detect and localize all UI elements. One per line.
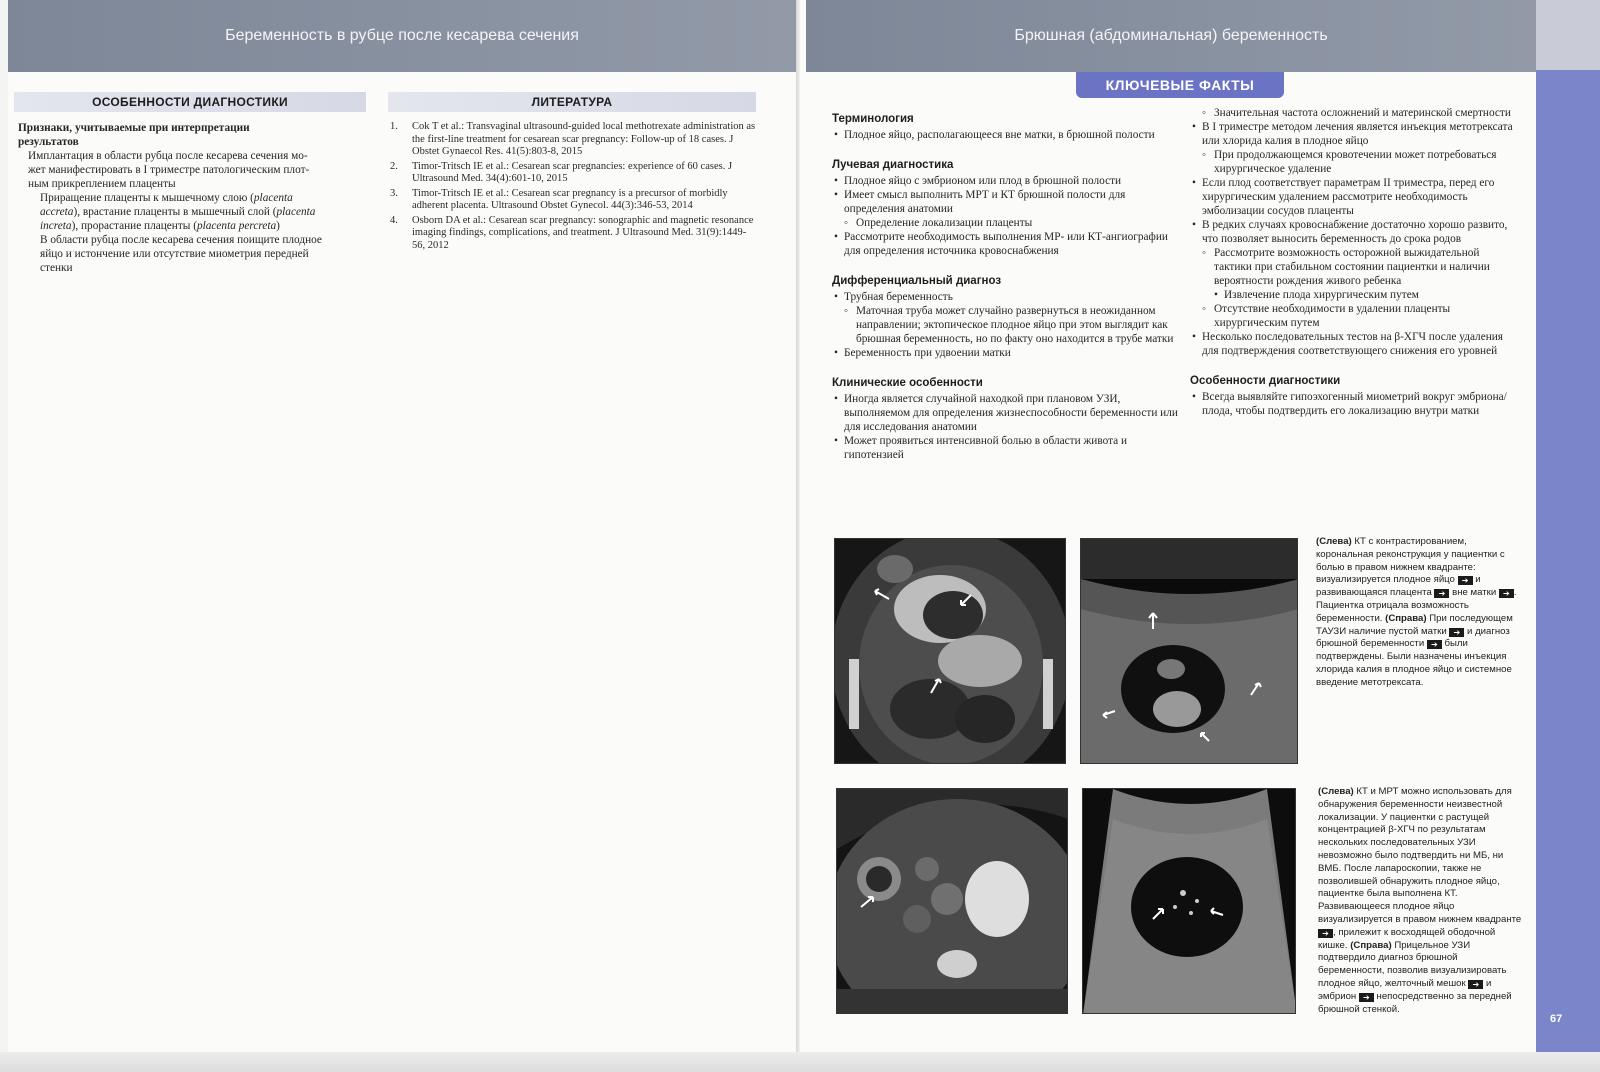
page-bottom-edge: [0, 1052, 1600, 1072]
diag-features-item: • Всегда выявляйте гипоэхогенный миометрий вокруг эмбриона/плода, чтобы подтвердить его локализацию внутри матки: [1190, 390, 1520, 418]
terminology-block: [832, 112, 1180, 142]
diag-heading-1: Признаки, учитываемые при интерпретации: [18, 122, 250, 134]
caption1-text: и развивающаяся плацента: [1316, 574, 1481, 599]
diagnostics-text: [14, 121, 374, 275]
diag-p2-l2c: placenta: [276, 206, 316, 218]
diag-p2-l3c: placenta percreta: [196, 220, 277, 232]
diag-p2-l2b: ), врастание плаценты в мышечный слой (: [73, 206, 277, 218]
caption1-text: КТ с контрастированием, корональная реконструкция у пациентки с болью в правом нижнем квадранте: визуализируется плодное яйцо: [1316, 536, 1505, 586]
differential-subitem: ◦ Маточная труба может случайно развернуться в неожиданном направлении; эктопическое плодное яйцо при этом выглядит как брюшная беременность, но по факту оно находится в трубе матки: [832, 304, 1180, 346]
transabdominal-ultrasound-image: [1080, 538, 1298, 764]
imaging-block: [832, 158, 1180, 258]
arrow-icon: ➔: [1499, 589, 1514, 598]
key-facts-tab: КЛЮЧЕВЫЕ ФАКТЫ: [1076, 72, 1284, 98]
treatment-subitem: ◦ При продолжающемся кровотечении может потребоваться хирургическое удаление: [1190, 148, 1520, 176]
treatment-item: • Если плод соответствует параметрам II триместра, перед его хирургическим удалением рассмотрите необходимость эмболизации сосудов плаценты: [1190, 176, 1520, 218]
diag-features-block: [1190, 374, 1520, 418]
ref-text: Timor-Tritsch IE et al.: Cesarean scar pregnancies: experience of 60 cases. J Ultrasound Med. 34(4):601-10, 2015: [412, 160, 733, 184]
caption2-text: Прицельное УЗИ подтвердило диагноз брюшной беременности, позволив визуализировать плодное яйцо, желточный мешок: [1318, 939, 1507, 989]
diag-p2-l1a: Приращение плаценты к мышечному слою (: [40, 192, 254, 204]
diag-p2-l1b: placenta: [253, 192, 293, 204]
diag-p2-l3d: ): [276, 220, 280, 232]
differential-item: • Трубная беременность: [832, 290, 1180, 304]
literature-ref-4: [390, 215, 756, 253]
caption2-left-label: (Слева): [1318, 786, 1354, 797]
caption2-right-label: (Справа): [1350, 939, 1392, 951]
ct-coronal-image: [834, 538, 1066, 764]
right-page-header: Брюшная (абдоминальная) беременность: [806, 0, 1536, 72]
imaging-item: • Имеет смысл выполнить МРТ и КТ брюшной полости для определения анатомии: [832, 188, 1180, 216]
caption1-left-label: (Слева): [1316, 536, 1352, 547]
differential-title: Дифференциальный диагноз: [832, 275, 1002, 287]
arrow-icon: ➔: [1449, 628, 1464, 637]
arrow-icon: ➔: [1468, 980, 1483, 989]
right-page-edge: [1536, 0, 1600, 1072]
terminology-item: • Плодное яйцо, располагающееся вне матки, в брюшной полости: [832, 128, 1180, 142]
literature-ref-1: [390, 121, 756, 159]
caption1-text: были подтверждены. Были назначены инъекция хлорида калия в плодное яйцо и системное введение метотрексата.: [1316, 638, 1512, 688]
imaging-item: • Плодное яйцо с эмбрионом или плод в брюшной полости: [832, 174, 1180, 188]
imaging-item: • Рассмотрите необходимость выполнения МР- или КТ-ангиографии для определения источника кровоснабжения: [832, 230, 1180, 258]
literature-ref-3: [390, 188, 756, 213]
caption2-text: и эмбрион: [1318, 977, 1492, 1002]
clinical-item: • Может проявиться интенсивной болью в области живота и гипотензией: [832, 434, 1180, 462]
ref-number: 1.: [390, 121, 398, 132]
diag-p2-l1: [14, 191, 374, 205]
page-number: 67: [1550, 1013, 1563, 1025]
imaging-title: Лучевая диагностика: [832, 159, 954, 171]
clinical-block: [832, 376, 1180, 462]
arrow-icon: ➔: [1434, 589, 1449, 598]
treatment-subitem: ◦ Отсутствие необходимости в удалении плаценты хирургическим путем: [1190, 302, 1520, 330]
treatment-subitem: ◦ Значительная частота осложнений и материнской смертности: [1190, 106, 1520, 120]
clinical-title: Клинические особенности: [832, 377, 983, 389]
caption1-text: . Пациентка отрицала возможность беременности.: [1316, 587, 1517, 624]
diag-p1-l2: жет манифестировать в I триместре патологическим плот-: [28, 164, 310, 176]
ref-number: 2.: [390, 160, 398, 172]
diag-features-title: Особенности диагностики: [1190, 375, 1341, 387]
treatment-item: • В I триместре методом лечения является инъекция метотрексата или хлорида калия в плодное яйцо: [1190, 120, 1520, 148]
ref-text: Osborn DA et al.: Cesarean scar pregnancy: sonographic and magnetic resonance imaging findings, complications, and treatment. J Ultrasound Med. 31(9):1449-56, 2012: [412, 214, 754, 251]
ref-number: 3.: [390, 187, 398, 199]
differential-item: • Беременность при удвоении матки: [832, 346, 1180, 360]
diag-p2-l3: [14, 219, 374, 233]
literature-ref-2: [390, 161, 756, 186]
treatment-block: [1190, 106, 1520, 358]
caption2-text: КТ и МРТ можно использовать для обнаружения беременности неизвестной локализации. У пациентки с растущей концентрацией β-ХГЧ по результатам нескольких последовательных УЗИ невозможно было подтвердить ни МБ, ни ВМБ. После лапароскопии, также не позволившей обнаружить плодное яйцо, пациентке была выполнена КТ. Развивающееся плодное яйцо визуализируется в правом нижнем квадранте: [1318, 786, 1522, 925]
arrow-icon: ➔: [1427, 640, 1442, 649]
figure-caption-1: [1316, 536, 1522, 690]
terminology-title: Терминология: [832, 113, 914, 125]
ref-text: Timor-Tritsch IE et al.: Cesarean scar pregnancy is a precursor of morbidly adherent placenta. Ultrasound Obstet Gynecol. 44(3):346-53, 2014: [412, 187, 728, 211]
diag-p2-l3b: ), прорастание плаценты (: [71, 220, 197, 232]
caption2-text: , прилежит к восходящей ободочной кишке.: [1318, 926, 1496, 951]
figure-caption-2: [1318, 786, 1524, 1016]
caption1-right-label: (Справа): [1385, 612, 1427, 624]
caption1-text: и диагноз брюшной беременности: [1316, 625, 1510, 650]
diag-p3-l3: стенки: [40, 262, 73, 274]
arrow-icon: ➔: [1458, 576, 1473, 585]
key-facts-column-2: [1190, 106, 1520, 434]
diag-p3-l1: В области рубца после кесарева сечения поищите плодное: [40, 234, 322, 246]
diag-p2-l2a: accreta: [40, 206, 74, 218]
treatment-subsubitem: • Извлечение плода хирургическим путем: [1190, 288, 1520, 302]
left-page-header: Беременность в рубце после кесарева сечения: [8, 0, 796, 72]
arrow-icon: ➔: [1359, 993, 1374, 1002]
ref-text: Cok T et al.: Transvaginal ultrasound-guided local methotrexate administration as the first-line treatment for cesarean scar pregnancy: Follow-up of 18 cases. J Obstet Gynaecol Res. 41(5):803-8, 2015: [412, 121, 756, 157]
treatment-item: • В редких случаях кровоснабжение достаточно хорошо развито, что позволяет выносить беременность до срока родов: [1190, 218, 1520, 246]
caption2-text: непосредственно за передней брюшной стенкой.: [1318, 990, 1512, 1015]
literature-list: [390, 121, 756, 254]
differential-block: [832, 274, 1180, 360]
ct-axial-image: [836, 788, 1068, 1014]
caption1-text: вне матки: [1449, 587, 1499, 599]
diag-p1-l1: Имплантация в области рубца после кесарева сечения мо-: [28, 150, 308, 162]
diag-p3-l2: яйцо и истончение или отсутствие миометрия передней: [40, 248, 309, 260]
diag-heading-2: результатов: [18, 136, 79, 148]
diagnostics-section-title: ОСОБЕННОСТИ ДИАГНОСТИКИ: [14, 92, 366, 112]
arrow-icon: ➔: [1318, 929, 1333, 938]
diag-p1-l3: ным прикреплением плаценты: [28, 178, 176, 190]
imaging-subitem: ◦ Определение локализации плаценты: [832, 216, 1180, 230]
treatment-item: • Несколько последовательных тестов на β-ХГЧ после удаления для подтверждения соответствующего снижения его уровней: [1190, 330, 1520, 358]
clinical-item: • Иногда является случайной находкой при плановом УЗИ, выполняемом для определения жизнеспособности беременности или для исследования анатомии: [832, 392, 1180, 434]
treatment-subitem: ◦ Рассмотрите возможность осторожной выжидательной тактики при стабильном состоянии пациентки и наличии вероятности рождения живого ребенка: [1190, 246, 1520, 288]
ref-number: 4.: [390, 214, 398, 226]
diag-p2-l3a: increta: [40, 220, 72, 232]
caption1-text: При последующем ТАУЗИ наличие пустой матки: [1316, 612, 1513, 637]
diag-p2-l2: [14, 205, 374, 219]
targeted-ultrasound-image: [1082, 788, 1296, 1014]
key-facts-column-1: [832, 112, 1180, 478]
literature-section-title: ЛИТЕРАТУРА: [388, 92, 756, 112]
